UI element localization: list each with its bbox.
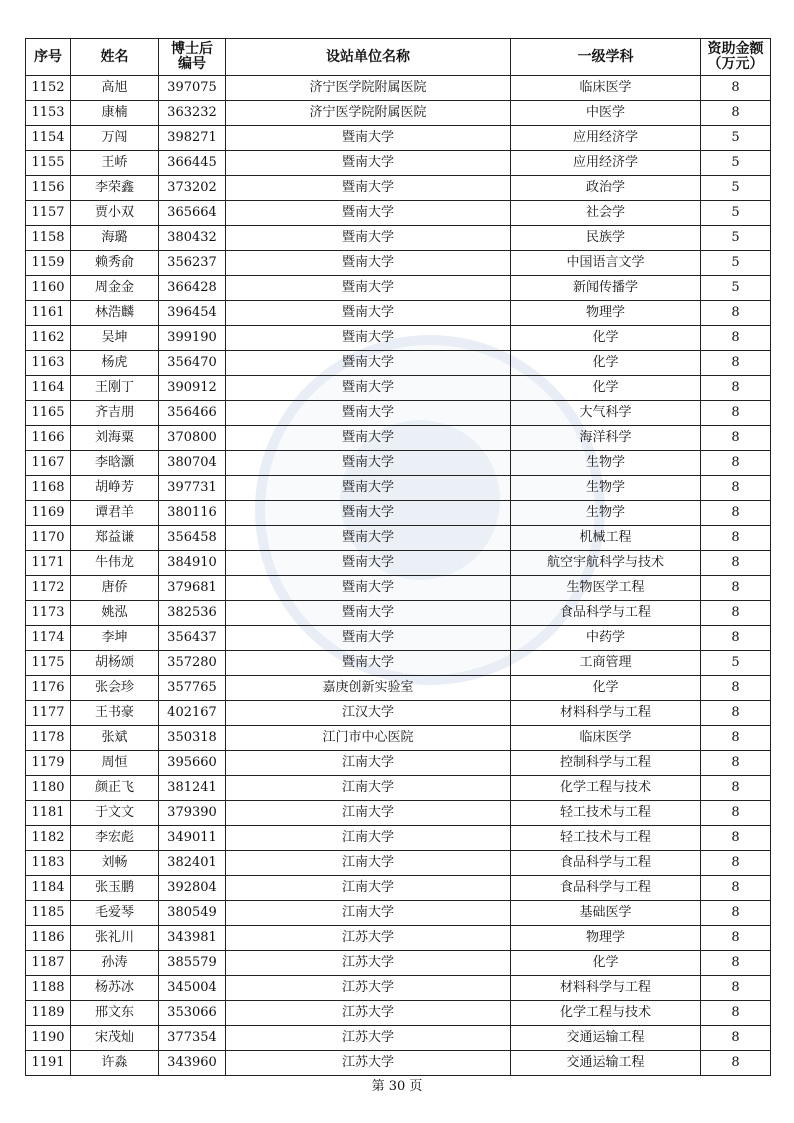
table-row (26, 776, 771, 801)
cell-name: 林浩麟 (71, 301, 159, 326)
cell-unit: 暨南大学 (226, 301, 511, 326)
cell-postdoc-no: 356466 (159, 401, 226, 426)
cell-discipline: 航空宇航科学与技术 (511, 551, 701, 576)
cell-postdoc-no: 377354 (159, 1026, 226, 1051)
cell-postdoc-no: 395660 (159, 751, 226, 776)
cell-postdoc-no: 396454 (159, 301, 226, 326)
cell-seq: 1180 (26, 776, 71, 801)
cell-postdoc-no: 399190 (159, 326, 226, 351)
cell-discipline: 食品科学与工程 (511, 601, 701, 626)
cell-postdoc-no: 357280 (159, 651, 226, 676)
cell-postdoc-no: 365664 (159, 201, 226, 226)
table-row (26, 251, 771, 276)
cell-amount: 8 (701, 626, 771, 651)
cell-unit: 暨南大学 (226, 276, 511, 301)
cell-amount: 8 (701, 501, 771, 526)
cell-postdoc-no: 380116 (159, 501, 226, 526)
table-row (26, 576, 771, 601)
cell-seq: 1174 (26, 626, 71, 651)
cell-discipline: 工商管理 (511, 651, 701, 676)
cell-postdoc-no: 397731 (159, 476, 226, 501)
table-row (26, 1051, 771, 1076)
cell-seq: 1188 (26, 976, 71, 1001)
cell-postdoc-no: 379390 (159, 801, 226, 826)
cell-unit: 暨南大学 (226, 326, 511, 351)
cell-seq: 1159 (26, 251, 71, 276)
cell-postdoc-no: 343981 (159, 926, 226, 951)
cell-seq: 1153 (26, 101, 71, 126)
cell-postdoc-no: 380549 (159, 901, 226, 926)
table-row (26, 226, 771, 251)
cell-name: 李宏彪 (71, 826, 159, 851)
cell-name: 李晗灏 (71, 451, 159, 476)
cell-discipline: 民族学 (511, 226, 701, 251)
cell-unit: 江苏大学 (226, 976, 511, 1001)
table-row (26, 476, 771, 501)
header-unit: 设站单位名称 (226, 39, 511, 76)
cell-postdoc-no: 385579 (159, 951, 226, 976)
cell-discipline: 材料科学与工程 (511, 701, 701, 726)
cell-seq: 1169 (26, 501, 71, 526)
cell-amount: 8 (701, 576, 771, 601)
cell-amount: 8 (701, 976, 771, 1001)
cell-name: 刘海粟 (71, 426, 159, 451)
cell-seq: 1160 (26, 276, 71, 301)
cell-seq: 1168 (26, 476, 71, 501)
cell-seq: 1157 (26, 201, 71, 226)
cell-name: 赖秀俞 (71, 251, 159, 276)
cell-unit: 嘉庚创新实验室 (226, 676, 511, 701)
cell-discipline: 中药学 (511, 626, 701, 651)
cell-amount: 8 (701, 676, 771, 701)
cell-amount: 8 (701, 926, 771, 951)
header-amount-line2: （万元） (707, 56, 764, 72)
cell-name: 王书豪 (71, 701, 159, 726)
cell-name: 李坤 (71, 626, 159, 651)
cell-postdoc-no: 356458 (159, 526, 226, 551)
cell-discipline: 食品科学与工程 (511, 851, 701, 876)
cell-name: 康楠 (71, 101, 159, 126)
cell-unit: 江苏大学 (226, 951, 511, 976)
cell-seq: 1165 (26, 401, 71, 426)
cell-amount: 8 (701, 701, 771, 726)
cell-postdoc-no: 392804 (159, 876, 226, 901)
cell-seq: 1176 (26, 676, 71, 701)
cell-amount: 8 (701, 876, 771, 901)
cell-name: 郑益谦 (71, 526, 159, 551)
cell-amount: 8 (701, 401, 771, 426)
header-discipline: 一级学科 (511, 39, 701, 76)
table-row (26, 401, 771, 426)
cell-unit: 暨南大学 (226, 551, 511, 576)
cell-discipline: 化学 (511, 326, 701, 351)
cell-postdoc-no: 350318 (159, 726, 226, 751)
cell-discipline: 中国语言文学 (511, 251, 701, 276)
cell-name: 胡峥芳 (71, 476, 159, 501)
cell-amount: 8 (701, 601, 771, 626)
header-amount (701, 39, 771, 76)
cell-name: 海璐 (71, 226, 159, 251)
cell-amount: 8 (701, 826, 771, 851)
cell-amount: 5 (701, 126, 771, 151)
cell-name: 许淼 (71, 1051, 159, 1076)
cell-name: 周恒 (71, 751, 159, 776)
cell-postdoc-no: 366428 (159, 276, 226, 301)
cell-discipline: 社会学 (511, 201, 701, 226)
cell-amount: 5 (701, 251, 771, 276)
cell-amount: 8 (701, 326, 771, 351)
cell-seq: 1185 (26, 901, 71, 926)
header-seq: 序号 (26, 39, 71, 76)
table-row (26, 376, 771, 401)
table-row (26, 876, 771, 901)
header-amount-line1: 资助金额 (707, 41, 764, 57)
cell-amount: 5 (701, 226, 771, 251)
cell-name: 姚泓 (71, 601, 159, 626)
funding-roster-table (25, 38, 771, 1076)
cell-name: 李荣鑫 (71, 176, 159, 201)
cell-name: 宋茂灿 (71, 1026, 159, 1051)
cell-unit: 江南大学 (226, 876, 511, 901)
cell-name: 高旭 (71, 76, 159, 101)
cell-name: 毛爱琴 (71, 901, 159, 926)
cell-postdoc-no: 370800 (159, 426, 226, 451)
cell-name: 孙涛 (71, 951, 159, 976)
cell-postdoc-no: 357765 (159, 676, 226, 701)
cell-seq: 1171 (26, 551, 71, 576)
table-row (26, 851, 771, 876)
cell-amount: 8 (701, 426, 771, 451)
cell-seq: 1167 (26, 451, 71, 476)
cell-amount: 5 (701, 201, 771, 226)
cell-discipline: 大气科学 (511, 401, 701, 426)
cell-postdoc-no: 390912 (159, 376, 226, 401)
cell-postdoc-no: 398271 (159, 126, 226, 151)
cell-unit: 暨南大学 (226, 576, 511, 601)
cell-name: 牛伟龙 (71, 551, 159, 576)
cell-unit: 暨南大学 (226, 176, 511, 201)
table-row (26, 101, 771, 126)
cell-unit: 暨南大学 (226, 376, 511, 401)
cell-discipline: 机械工程 (511, 526, 701, 551)
cell-amount: 5 (701, 651, 771, 676)
cell-postdoc-no: 384910 (159, 551, 226, 576)
cell-amount: 5 (701, 176, 771, 201)
cell-amount: 8 (701, 476, 771, 501)
cell-name: 王刚丁 (71, 376, 159, 401)
cell-seq: 1177 (26, 701, 71, 726)
table-row (26, 126, 771, 151)
cell-name: 于文文 (71, 801, 159, 826)
cell-name: 张斌 (71, 726, 159, 751)
cell-postdoc-no: 397075 (159, 76, 226, 101)
cell-discipline: 食品科学与工程 (511, 876, 701, 901)
cell-discipline: 临床医学 (511, 726, 701, 751)
cell-unit: 江南大学 (226, 826, 511, 851)
table-row (26, 826, 771, 851)
table-row (26, 751, 771, 776)
cell-unit: 暨南大学 (226, 351, 511, 376)
cell-postdoc-no: 381241 (159, 776, 226, 801)
cell-seq: 1164 (26, 376, 71, 401)
cell-name: 杨苏冰 (71, 976, 159, 1001)
cell-unit: 暨南大学 (226, 126, 511, 151)
cell-seq: 1158 (26, 226, 71, 251)
cell-unit: 江苏大学 (226, 1026, 511, 1051)
cell-postdoc-no: 373202 (159, 176, 226, 201)
cell-name: 张礼川 (71, 926, 159, 951)
cell-amount: 8 (701, 1001, 771, 1026)
cell-name: 齐吉朋 (71, 401, 159, 426)
cell-unit: 江南大学 (226, 901, 511, 926)
cell-unit: 江汉大学 (226, 701, 511, 726)
cell-amount: 8 (701, 776, 771, 801)
cell-discipline: 化学 (511, 351, 701, 376)
cell-postdoc-no: 366445 (159, 151, 226, 176)
header-postdoc-no-line2: 编号 (178, 56, 206, 72)
cell-name: 万闯 (71, 126, 159, 151)
cell-postdoc-no: 356437 (159, 626, 226, 651)
cell-amount: 8 (701, 301, 771, 326)
header-postdoc-no-line1: 博士后 (171, 41, 213, 57)
cell-amount: 8 (701, 951, 771, 976)
cell-discipline: 轻工技术与工程 (511, 826, 701, 851)
cell-name: 王峤 (71, 151, 159, 176)
cell-unit: 济宁医学院附属医院 (226, 101, 511, 126)
cell-unit: 江南大学 (226, 776, 511, 801)
cell-seq: 1155 (26, 151, 71, 176)
cell-amount: 8 (701, 376, 771, 401)
cell-unit: 暨南大学 (226, 501, 511, 526)
cell-seq: 1179 (26, 751, 71, 776)
table-row (26, 601, 771, 626)
cell-seq: 1170 (26, 526, 71, 551)
table-body (26, 76, 771, 1076)
cell-postdoc-no: 382536 (159, 601, 226, 626)
cell-discipline: 应用经济学 (511, 151, 701, 176)
cell-amount: 8 (701, 1026, 771, 1051)
cell-seq: 1191 (26, 1051, 71, 1076)
cell-seq: 1184 (26, 876, 71, 901)
cell-discipline: 物理学 (511, 301, 701, 326)
cell-amount: 8 (701, 751, 771, 776)
cell-seq: 1190 (26, 1026, 71, 1051)
cell-name: 张会珍 (71, 676, 159, 701)
cell-amount: 8 (701, 526, 771, 551)
table-header-row (26, 39, 771, 76)
cell-seq: 1181 (26, 801, 71, 826)
table-row (26, 801, 771, 826)
cell-unit: 暨南大学 (226, 226, 511, 251)
cell-amount: 8 (701, 551, 771, 576)
cell-discipline: 交通运输工程 (511, 1051, 701, 1076)
cell-unit: 暨南大学 (226, 626, 511, 651)
cell-seq: 1156 (26, 176, 71, 201)
cell-unit: 暨南大学 (226, 401, 511, 426)
cell-postdoc-no: 353066 (159, 1001, 226, 1026)
cell-postdoc-no: 345004 (159, 976, 226, 1001)
cell-discipline: 控制科学与工程 (511, 751, 701, 776)
cell-unit: 暨南大学 (226, 151, 511, 176)
cell-name: 颜正飞 (71, 776, 159, 801)
table-row (26, 901, 771, 926)
table-row (26, 726, 771, 751)
header-postdoc-no (159, 39, 226, 76)
cell-amount: 8 (701, 851, 771, 876)
cell-seq: 1154 (26, 126, 71, 151)
cell-discipline: 化学 (511, 676, 701, 701)
cell-amount: 8 (701, 76, 771, 101)
cell-discipline: 生物学 (511, 476, 701, 501)
cell-discipline: 中医学 (511, 101, 701, 126)
cell-seq: 1162 (26, 326, 71, 351)
cell-name: 刘畅 (71, 851, 159, 876)
header-name: 姓名 (71, 39, 159, 76)
cell-amount: 8 (701, 1051, 771, 1076)
table-row (26, 626, 771, 651)
table-row (26, 176, 771, 201)
cell-discipline: 材料科学与工程 (511, 976, 701, 1001)
cell-seq: 1175 (26, 651, 71, 676)
table-row (26, 1026, 771, 1051)
table-row (26, 201, 771, 226)
cell-discipline: 生物学 (511, 451, 701, 476)
cell-discipline: 新闻传播学 (511, 276, 701, 301)
cell-amount: 8 (701, 351, 771, 376)
cell-name: 谭君羊 (71, 501, 159, 526)
cell-discipline: 物理学 (511, 926, 701, 951)
cell-amount: 5 (701, 151, 771, 176)
cell-seq: 1172 (26, 576, 71, 601)
cell-unit: 江南大学 (226, 751, 511, 776)
cell-discipline: 生物医学工程 (511, 576, 701, 601)
table-row (26, 276, 771, 301)
table-row (26, 676, 771, 701)
table-row (26, 501, 771, 526)
cell-discipline: 化学工程与技术 (511, 1001, 701, 1026)
cell-seq: 1182 (26, 826, 71, 851)
cell-unit: 江苏大学 (226, 926, 511, 951)
cell-unit: 江苏大学 (226, 1001, 511, 1026)
table-row (26, 976, 771, 1001)
table-row (26, 301, 771, 326)
cell-unit: 江南大学 (226, 851, 511, 876)
cell-amount: 8 (701, 901, 771, 926)
table-row (26, 426, 771, 451)
cell-unit: 暨南大学 (226, 601, 511, 626)
cell-name: 杨虎 (71, 351, 159, 376)
cell-unit: 暨南大学 (226, 426, 511, 451)
cell-postdoc-no: 356237 (159, 251, 226, 276)
cell-discipline: 化学 (511, 951, 701, 976)
cell-seq: 1187 (26, 951, 71, 976)
cell-unit: 暨南大学 (226, 476, 511, 501)
cell-amount: 5 (701, 276, 771, 301)
cell-postdoc-no: 379681 (159, 576, 226, 601)
cell-name: 周金金 (71, 276, 159, 301)
cell-seq: 1173 (26, 601, 71, 626)
cell-postdoc-no: 402167 (159, 701, 226, 726)
table-row (26, 526, 771, 551)
cell-seq: 1163 (26, 351, 71, 376)
cell-amount: 8 (701, 801, 771, 826)
cell-seq: 1183 (26, 851, 71, 876)
cell-seq: 1189 (26, 1001, 71, 1026)
table-row (26, 951, 771, 976)
cell-amount: 8 (701, 451, 771, 476)
cell-amount: 8 (701, 726, 771, 751)
cell-seq: 1161 (26, 301, 71, 326)
cell-discipline: 化学 (511, 376, 701, 401)
table-row (26, 351, 771, 376)
cell-discipline: 交通运输工程 (511, 1026, 701, 1051)
cell-discipline: 应用经济学 (511, 126, 701, 151)
cell-seq: 1152 (26, 76, 71, 101)
table-row (26, 76, 771, 101)
cell-name: 贾小双 (71, 201, 159, 226)
cell-unit: 暨南大学 (226, 526, 511, 551)
cell-discipline: 基础医学 (511, 901, 701, 926)
cell-discipline: 政治学 (511, 176, 701, 201)
cell-postdoc-no: 380704 (159, 451, 226, 476)
cell-unit: 江门市中心医院 (226, 726, 511, 751)
cell-discipline: 化学工程与技术 (511, 776, 701, 801)
cell-seq: 1178 (26, 726, 71, 751)
cell-unit: 江南大学 (226, 801, 511, 826)
cell-discipline: 临床医学 (511, 76, 701, 101)
cell-discipline: 海洋科学 (511, 426, 701, 451)
table-row (26, 151, 771, 176)
table-row (26, 451, 771, 476)
page-number: 第 30 页 (371, 1079, 423, 1094)
cell-unit: 暨南大学 (226, 651, 511, 676)
cell-unit: 江苏大学 (226, 1051, 511, 1076)
cell-name: 吴坤 (71, 326, 159, 351)
cell-postdoc-no: 363232 (159, 101, 226, 126)
cell-name: 邢文东 (71, 1001, 159, 1026)
cell-postdoc-no: 380432 (159, 226, 226, 251)
cell-unit: 暨南大学 (226, 251, 511, 276)
cell-unit: 济宁医学院附属医院 (226, 76, 511, 101)
table-row (26, 701, 771, 726)
table-row (26, 926, 771, 951)
cell-discipline: 轻工技术与工程 (511, 801, 701, 826)
cell-amount: 8 (701, 101, 771, 126)
cell-unit: 暨南大学 (226, 451, 511, 476)
cell-postdoc-no: 349011 (159, 826, 226, 851)
table-row (26, 326, 771, 351)
cell-postdoc-no: 356470 (159, 351, 226, 376)
cell-postdoc-no: 382401 (159, 851, 226, 876)
cell-seq: 1166 (26, 426, 71, 451)
table-row (26, 1001, 771, 1026)
cell-unit: 暨南大学 (226, 201, 511, 226)
table-row (26, 651, 771, 676)
cell-postdoc-no: 343960 (159, 1051, 226, 1076)
table-row (26, 551, 771, 576)
cell-seq: 1186 (26, 926, 71, 951)
cell-name: 唐侨 (71, 576, 159, 601)
cell-name: 张玉鹏 (71, 876, 159, 901)
cell-discipline: 生物学 (511, 501, 701, 526)
cell-name: 胡杨颂 (71, 651, 159, 676)
